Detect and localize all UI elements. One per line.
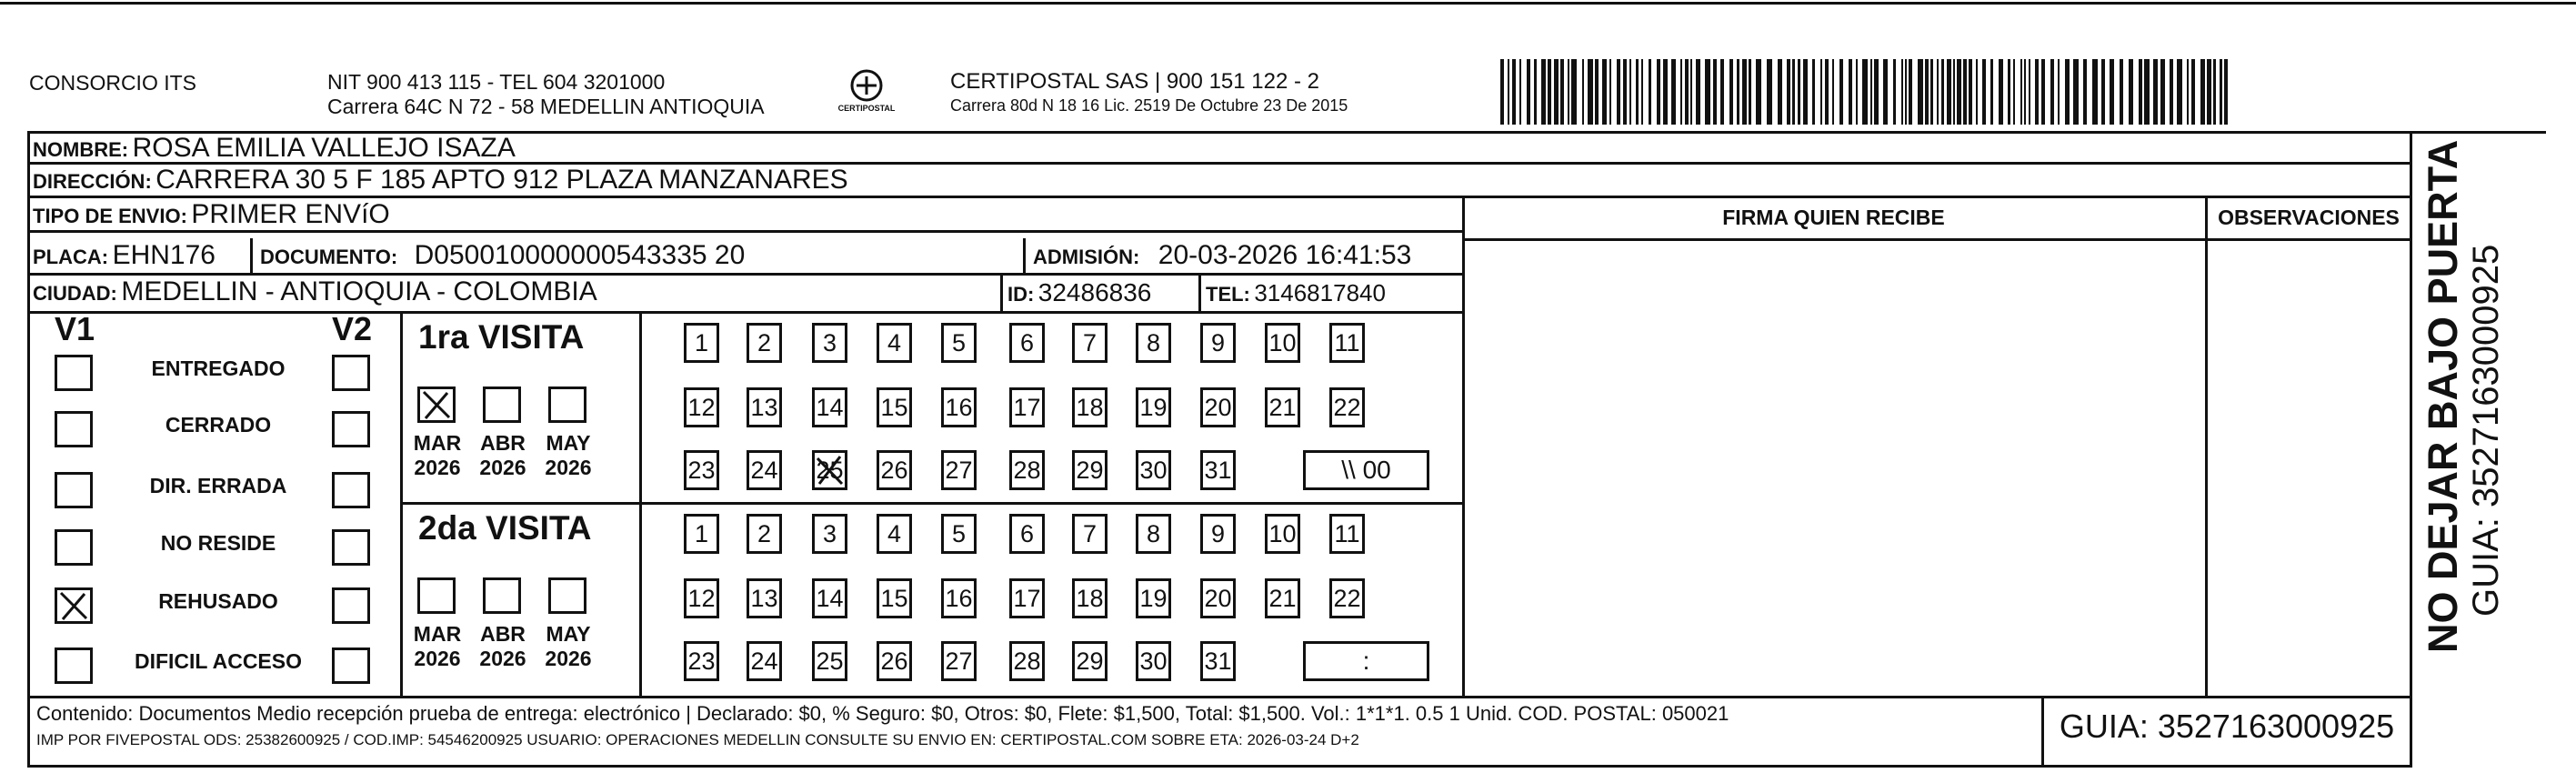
day-box[interactable]: 16 bbox=[941, 387, 977, 427]
day-box[interactable]: 23 bbox=[684, 641, 719, 681]
barcode-bar bbox=[2020, 59, 2022, 125]
day-box[interactable]: 12 bbox=[684, 387, 719, 427]
barcode-bar bbox=[1918, 59, 1923, 125]
barcode-bar bbox=[1548, 59, 1551, 125]
barcode-bar bbox=[1798, 59, 1800, 125]
barcode-bar bbox=[2050, 59, 2054, 125]
tel-row bbox=[1206, 279, 1386, 307]
day-box[interactable]: 25 bbox=[812, 641, 847, 681]
month-name: MAY bbox=[546, 431, 591, 455]
row-line bbox=[27, 196, 2412, 198]
day-box[interactable]: 8 bbox=[1136, 514, 1171, 554]
v1-checkbox[interactable] bbox=[55, 529, 93, 566]
day-box[interactable]: 5 bbox=[941, 323, 977, 363]
nombre-row bbox=[33, 133, 516, 164]
barcode-bar bbox=[1839, 59, 1843, 125]
day-box[interactable]: 10 bbox=[1265, 514, 1300, 554]
observaciones-label: OBSERVACIONES bbox=[2218, 206, 2400, 229]
barcode-bar bbox=[1609, 59, 1611, 125]
barcode-bar bbox=[1595, 59, 1599, 125]
status-label: REHUSADO bbox=[158, 589, 278, 613]
documento-value: D050010000000543335 20 bbox=[414, 240, 746, 270]
barcode-bar bbox=[2065, 59, 2070, 125]
barcode-bar bbox=[1554, 59, 1559, 125]
v2-checkbox[interactable] bbox=[332, 472, 370, 508]
day-box[interactable]: 12 bbox=[684, 578, 719, 618]
status-label: NO RESIDE bbox=[160, 531, 276, 555]
month-year: 2026 bbox=[545, 647, 592, 670]
barcode-bar bbox=[1963, 59, 1967, 125]
v1-checkbox[interactable] bbox=[55, 648, 93, 684]
barcode-bar bbox=[1649, 59, 1651, 125]
barcode-bar bbox=[1720, 59, 1724, 125]
ciudad-label: CIUDAD: bbox=[33, 282, 117, 305]
month-label bbox=[410, 431, 465, 480]
status-label: ENTREGADO bbox=[151, 356, 286, 380]
month-label bbox=[541, 622, 596, 671]
visit-title: 1ra VISITA bbox=[418, 318, 585, 356]
barcode-bar bbox=[1969, 59, 1972, 125]
row-line bbox=[27, 311, 1462, 314]
barcode-bar bbox=[1862, 59, 1868, 125]
barcode-bar bbox=[1617, 59, 1620, 125]
v2-checkbox[interactable] bbox=[332, 529, 370, 566]
barcode-bar bbox=[1947, 59, 1951, 125]
barcode-bar bbox=[2041, 59, 2045, 125]
company-nit: NIT 900 413 115 - TEL 604 3201000 bbox=[327, 70, 666, 94]
month-checkbox[interactable] bbox=[548, 577, 586, 614]
month-checkbox[interactable] bbox=[417, 386, 456, 423]
nombre-label: NOMBRE: bbox=[33, 138, 129, 161]
barcode-bar bbox=[1690, 59, 1692, 125]
barcode-bar bbox=[1663, 59, 1668, 125]
col-line bbox=[1198, 273, 1201, 311]
day-box[interactable]: 11 bbox=[1329, 514, 1365, 554]
barcode-bar bbox=[1696, 59, 1700, 125]
day-box[interactable]: 17 bbox=[1009, 578, 1045, 618]
ciudad-row bbox=[33, 276, 597, 307]
day-box[interactable]: 29 bbox=[1072, 450, 1108, 490]
barcode-bar bbox=[1803, 59, 1808, 125]
barcode-bar bbox=[1756, 59, 1761, 125]
barcode-bar bbox=[2013, 59, 2015, 125]
barcode-bar bbox=[1602, 59, 1607, 125]
barcode-bar bbox=[2029, 59, 2030, 125]
status-label: DIR. ERRADA bbox=[149, 474, 287, 497]
month-label bbox=[476, 622, 530, 671]
month-checkbox[interactable] bbox=[483, 386, 521, 423]
tel-label: TEL: bbox=[1206, 283, 1250, 306]
barcode-bar bbox=[2129, 59, 2133, 125]
row-line bbox=[1462, 238, 2412, 241]
barcode-bar bbox=[1749, 59, 1751, 125]
barcode-bar bbox=[2101, 59, 2105, 125]
admision-value: 20-03-2026 16:41:53 bbox=[1158, 240, 1412, 270]
barcode-bar bbox=[1560, 59, 1564, 125]
barcode-bar bbox=[2187, 59, 2189, 125]
barcode-bar bbox=[1671, 59, 1676, 125]
col-line bbox=[1462, 196, 1465, 698]
barcode-bar bbox=[2170, 59, 2173, 125]
barcode bbox=[1500, 59, 2228, 125]
barcode-bar bbox=[1742, 59, 1747, 125]
month-name: MAY bbox=[546, 622, 591, 646]
barcode-bar bbox=[1534, 59, 1537, 125]
certipostal-logo bbox=[835, 65, 898, 120]
placa-value: EHN176 bbox=[112, 240, 216, 270]
barcode-bar bbox=[1623, 59, 1627, 125]
barcode-bar bbox=[1893, 59, 1896, 125]
month-year: 2026 bbox=[479, 456, 526, 479]
barcode-bar bbox=[2073, 59, 2079, 125]
visit-title: 2da VISITA bbox=[418, 509, 592, 547]
firma-label: FIRMA QUIEN RECIBE bbox=[1722, 206, 1945, 229]
day-box[interactable]: 20 bbox=[1200, 578, 1236, 618]
day-box[interactable]: 1 bbox=[684, 323, 719, 363]
day-box[interactable]: 27 bbox=[941, 450, 977, 490]
direccion-row bbox=[33, 165, 848, 196]
barcode-bar bbox=[1937, 59, 1939, 125]
tel-value: 3146817840 bbox=[1254, 279, 1386, 306]
barcode-bar bbox=[1812, 59, 1815, 125]
day-box[interactable]: 4 bbox=[877, 514, 912, 554]
barcode-bar bbox=[2160, 59, 2165, 125]
v2-checkbox[interactable] bbox=[332, 587, 370, 624]
day-box[interactable]: 4 bbox=[877, 323, 912, 363]
day-box[interactable]: 13 bbox=[747, 387, 782, 427]
col-line bbox=[1023, 238, 1026, 275]
barcode-bar bbox=[2213, 59, 2216, 125]
day-box[interactable]: 3 bbox=[812, 323, 847, 363]
barcode-bar bbox=[2177, 59, 2182, 125]
v2-checkbox[interactable] bbox=[332, 355, 370, 391]
day-box[interactable]: 15 bbox=[877, 578, 912, 618]
barcode-bar bbox=[1953, 59, 1955, 125]
x-mark-icon bbox=[57, 590, 90, 621]
barcode-bar bbox=[1582, 59, 1584, 125]
barcode-bar bbox=[2224, 59, 2228, 125]
day-box[interactable]: 3 bbox=[812, 514, 847, 554]
month-label bbox=[410, 622, 465, 671]
carrier-address: Carrera 80d N 18 16 Lic. 2519 De Octubre 23 De 2015 bbox=[950, 96, 1348, 115]
month-label bbox=[541, 431, 596, 480]
barcode-bar bbox=[1990, 59, 1993, 125]
barcode-bar bbox=[2024, 59, 2026, 125]
form-right-line bbox=[2410, 131, 2412, 768]
barcode-bar bbox=[1856, 59, 1858, 125]
day-box[interactable]: 13 bbox=[747, 578, 782, 618]
footer-contenido: Contenido: Documentos Medio recepción prueba de entrega: electrónico | Declarado: $0, % Seguro: $0, Otros: $0, Flete: $1,500, Total: $1,500. Vol.: 1*1*1. 0.5 1 Unid. COD. POSTAL: 050021 bbox=[36, 702, 1729, 725]
barcode-bar bbox=[1832, 59, 1834, 125]
day-box[interactable]: 19 bbox=[1136, 578, 1171, 618]
month-year: 2026 bbox=[414, 647, 461, 670]
day-box[interactable]: 19 bbox=[1136, 387, 1171, 427]
tipo-row bbox=[33, 199, 390, 230]
status-label: DIFICIL ACCESO bbox=[134, 649, 302, 673]
ciudad-value: MEDELLIN - ANTIOQUIA - COLOMBIA bbox=[121, 276, 597, 306]
time-box[interactable]: \\ 00 bbox=[1303, 450, 1429, 490]
day-box[interactable]: 17 bbox=[1009, 387, 1045, 427]
day-box[interactable]: 29 bbox=[1072, 641, 1108, 681]
day-box[interactable]: 9 bbox=[1200, 514, 1236, 554]
v2-checkbox[interactable] bbox=[332, 648, 370, 684]
barcode-bar bbox=[2200, 59, 2205, 125]
id-label: ID: bbox=[1007, 283, 1035, 306]
carrier-name: CERTIPOSTAL SAS | 900 151 122 - 2 bbox=[950, 69, 1319, 94]
barcode-bar bbox=[1787, 59, 1790, 125]
barcode-bar bbox=[2139, 59, 2142, 125]
day-box[interactable]: 9 bbox=[1200, 323, 1236, 363]
barcode-bar bbox=[2207, 59, 2211, 125]
day-box[interactable]: 11 bbox=[1329, 323, 1365, 363]
placa-label: PLACA: bbox=[33, 246, 109, 268]
barcode-bar bbox=[1737, 59, 1739, 125]
direccion-label: DIRECCIÓN: bbox=[33, 170, 152, 193]
barcode-bar bbox=[1527, 59, 1530, 125]
barcode-bar bbox=[1519, 59, 1521, 125]
day-box[interactable]: 22 bbox=[1329, 578, 1365, 618]
day-box[interactable]: 24 bbox=[747, 450, 782, 490]
day-box[interactable]: 31 bbox=[1200, 641, 1236, 681]
day-box[interactable]: 28 bbox=[1009, 641, 1045, 681]
day-box[interactable]: 21 bbox=[1265, 387, 1300, 427]
barcode-bar bbox=[1874, 59, 1879, 125]
barcode-bar bbox=[1629, 59, 1631, 125]
day-box[interactable]: 2 bbox=[747, 323, 782, 363]
barcode-bar bbox=[2058, 59, 2060, 125]
month-name: MAR bbox=[413, 431, 462, 455]
day-box[interactable]: 2 bbox=[747, 514, 782, 554]
barcode-bar bbox=[1930, 59, 1933, 125]
barcode-bar bbox=[1767, 59, 1772, 125]
barcode-bar bbox=[1512, 59, 1516, 125]
time-box[interactable]: : bbox=[1303, 641, 1429, 681]
side-text bbox=[2421, 107, 2506, 653]
barcode-bar bbox=[1905, 59, 1907, 125]
barcode-bar bbox=[1849, 59, 1852, 125]
barcode-bar bbox=[1792, 59, 1795, 125]
x-mark-icon bbox=[420, 389, 453, 420]
barcode-bar bbox=[2092, 59, 2098, 125]
barcode-bar bbox=[1588, 59, 1593, 125]
day-box[interactable]: 28 bbox=[1009, 450, 1045, 490]
id-value: 32486836 bbox=[1037, 278, 1152, 306]
day-box[interactable]: 22 bbox=[1329, 387, 1365, 427]
id-row bbox=[1007, 278, 1151, 307]
row-line bbox=[27, 696, 2412, 698]
barcode-bar bbox=[2083, 59, 2087, 125]
day-box[interactable]: 6 bbox=[1009, 323, 1045, 363]
placa-row bbox=[33, 240, 216, 271]
nombre-value: ROSA EMILIA VALLEJO ISAZA bbox=[132, 133, 516, 163]
v2-checkbox[interactable] bbox=[332, 411, 370, 447]
barcode-bar bbox=[1685, 59, 1689, 125]
barcode-bar bbox=[1508, 59, 1509, 125]
documento-row bbox=[260, 240, 745, 271]
visit-divider bbox=[400, 502, 1464, 505]
day-box[interactable]: 31 bbox=[1200, 450, 1236, 490]
v1-checkbox[interactable] bbox=[55, 587, 93, 624]
barcode-bar bbox=[1778, 59, 1782, 125]
day-box[interactable]: 30 bbox=[1136, 641, 1171, 681]
day-box[interactable]: 1 bbox=[684, 514, 719, 554]
day-box[interactable]: 21 bbox=[1265, 578, 1300, 618]
v1-label: V1 bbox=[55, 310, 95, 347]
barcode-bar bbox=[2110, 59, 2114, 125]
x-mark-icon bbox=[815, 453, 846, 487]
day-box[interactable]: 6 bbox=[1009, 514, 1045, 554]
barcode-bar bbox=[1636, 59, 1639, 125]
day-box[interactable]: 5 bbox=[941, 514, 977, 554]
form-left-line bbox=[27, 131, 30, 768]
day-box[interactable]: 14 bbox=[812, 387, 847, 427]
barcode-bar bbox=[1713, 59, 1717, 125]
side-guia-text: GUIA: 3527163000925 bbox=[2466, 244, 2506, 617]
barcode-bar bbox=[1925, 59, 1929, 125]
barcode-bar bbox=[1957, 59, 1961, 125]
barcode-bar bbox=[1941, 59, 1944, 125]
admision-label: ADMISIÓN: bbox=[1033, 246, 1140, 268]
day-box[interactable]: 14 bbox=[812, 578, 847, 618]
day-box[interactable]: 15 bbox=[877, 387, 912, 427]
v1-checkbox[interactable] bbox=[55, 472, 93, 508]
day-box[interactable]: 20 bbox=[1200, 387, 1236, 427]
barcode-bar bbox=[1976, 59, 1978, 125]
barcode-bar bbox=[1541, 59, 1546, 125]
day-box[interactable]: 7 bbox=[1072, 323, 1108, 363]
barcode-bar bbox=[1641, 59, 1643, 125]
admision-row bbox=[1033, 240, 1411, 271]
barcode-bar bbox=[2120, 59, 2123, 125]
barcode-bar bbox=[1909, 59, 1912, 125]
tipo-label: TIPO DE ENVIO: bbox=[33, 205, 187, 227]
top-border bbox=[0, 2, 2576, 5]
barcode-bar bbox=[1729, 59, 1733, 125]
direccion-value: CARRERA 30 5 F 185 APTO 912 PLAZA MANZANARES bbox=[155, 165, 848, 195]
barcode-bar bbox=[1825, 59, 1829, 125]
v1-checkbox[interactable] bbox=[55, 355, 93, 391]
month-year: 2026 bbox=[414, 456, 461, 479]
barcode-bar bbox=[1571, 59, 1577, 125]
day-box[interactable]: 26 bbox=[877, 641, 912, 681]
company-address: Carrera 64C N 72 - 58 MEDELLIN ANTIOQUIA bbox=[327, 95, 765, 118]
month-name: ABR bbox=[480, 622, 526, 646]
day-box[interactable]: 16 bbox=[941, 578, 977, 618]
barcode-bar bbox=[1705, 59, 1710, 125]
barcode-bar bbox=[1982, 59, 1986, 125]
day-box[interactable]: 10 bbox=[1265, 323, 1300, 363]
barcode-bar bbox=[1883, 59, 1888, 125]
month-checkbox[interactable] bbox=[483, 577, 521, 614]
barcode-bar bbox=[1568, 59, 1569, 125]
logo-text: CERTIPOSTAL bbox=[837, 104, 896, 113]
barcode-bar bbox=[2144, 59, 2150, 125]
day-box[interactable]: 8 bbox=[1136, 323, 1171, 363]
month-checkbox[interactable] bbox=[417, 577, 456, 614]
barcode-bar bbox=[2008, 59, 2010, 125]
no-dejar-text: NO DEJAR BAJO PUERTA bbox=[2420, 139, 2466, 653]
month-name: ABR bbox=[480, 431, 526, 455]
day-box[interactable]: 30 bbox=[1136, 450, 1171, 490]
documento-label: DOCUMENTO: bbox=[260, 246, 398, 268]
v1-checkbox[interactable] bbox=[55, 411, 93, 447]
status-label: CERRADO bbox=[165, 413, 272, 437]
barcode-bar bbox=[2153, 59, 2158, 125]
barcode-bar bbox=[1820, 59, 1822, 125]
tipo-value: PRIMER ENVíO bbox=[191, 199, 390, 229]
month-year: 2026 bbox=[479, 647, 526, 670]
month-year: 2026 bbox=[545, 456, 592, 479]
day-box[interactable]: 25 bbox=[812, 450, 847, 490]
col-line bbox=[250, 238, 253, 275]
col-line bbox=[2205, 196, 2208, 698]
barcode-bar bbox=[1901, 59, 1903, 125]
barcode-bar bbox=[1870, 59, 1872, 125]
row-line bbox=[27, 273, 1462, 276]
col-line bbox=[1000, 273, 1003, 311]
barcode-bar bbox=[1500, 59, 1504, 125]
barcode-bar bbox=[1999, 59, 2003, 125]
row-line bbox=[27, 230, 1462, 233]
footer-guia: GUIA: 3527163000925 bbox=[2059, 708, 2395, 745]
day-box[interactable]: 27 bbox=[941, 641, 977, 681]
barcode-bar bbox=[1657, 59, 1660, 125]
day-box[interactable]: 24 bbox=[747, 641, 782, 681]
month-name: MAR bbox=[413, 622, 462, 646]
barcode-bar bbox=[2191, 59, 2195, 125]
day-box[interactable]: 18 bbox=[1072, 387, 1108, 427]
v2-label: V2 bbox=[332, 310, 373, 347]
company-name: CONSORCIO ITS bbox=[29, 71, 197, 95]
footer-imp: IMP POR FIVEPOSTAL ODS: 25382600925 / COD.IMP: 54546200925 USUARIO: OPERACIONES MEDELLIN CONSULTE SU ENVIO EN: CERTIPOSTAL.COM SOBRE ETA: 2026-03-24 D+2 bbox=[36, 731, 1359, 748]
barcode-bar bbox=[2220, 59, 2222, 125]
day-box[interactable]: 7 bbox=[1072, 514, 1108, 554]
day-box[interactable]: 26 bbox=[877, 450, 912, 490]
day-box[interactable]: 18 bbox=[1072, 578, 1108, 618]
barcode-bar bbox=[2035, 59, 2039, 125]
month-checkbox[interactable] bbox=[548, 386, 586, 423]
day-box[interactable]: 23 bbox=[684, 450, 719, 490]
barcode-bar bbox=[1680, 59, 1682, 125]
month-label bbox=[476, 431, 530, 480]
form-bottom-line bbox=[27, 765, 2412, 768]
